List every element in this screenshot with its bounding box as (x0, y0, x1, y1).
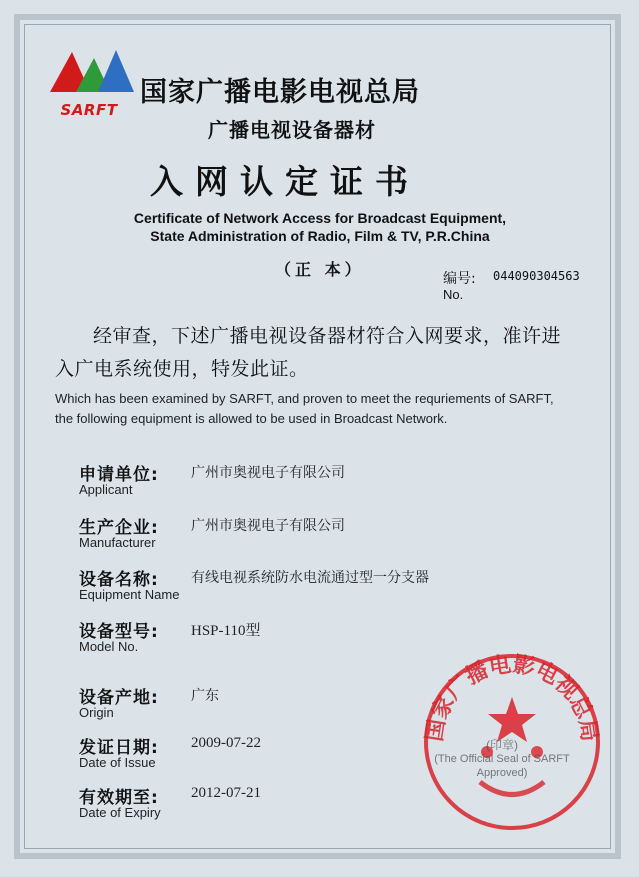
field-value: 广州市奥视电子有限公司 (191, 518, 345, 534)
body-text-en-line2: the following equipment is allowed to be used in Broadcast Network. (55, 411, 448, 426)
original-copy-label: （正 本） (275, 260, 365, 279)
field-label-cn: 设备型号: (79, 622, 159, 642)
seal-ring-text: 国家广播电影电视总局 (422, 652, 602, 744)
field-value: 2012-07-21 (191, 785, 261, 801)
body-text-cn-line2: 入广电系统使用，特发此证。 (55, 358, 309, 380)
field-label-cn: 有效期至: (79, 788, 159, 808)
org-title: 国家广播电影电视总局 (140, 77, 420, 108)
certificate-title: 入网认定证书 (150, 162, 420, 201)
field-label-en: Date of Issue (79, 755, 156, 770)
body-text-en-line1: Which has been examined by SARFT, and proven to meet the requriements of SARFT, (55, 391, 554, 406)
field-value: 2009-07-22 (191, 735, 261, 751)
field-label-en: Origin (79, 705, 114, 720)
body-text-cn-line1: 经审查，下述广播电视设备器材符合入网要求，准许进 (93, 325, 562, 347)
seal-caption-en-line2: Approved) (476, 767, 528, 779)
certificate-title-en-line1: Certificate of Network Access for Broadcast Equipment, (133, 210, 507, 226)
body-text-en (55, 389, 605, 429)
serial-number: 044090304563 (493, 269, 580, 283)
serial-label-en: No. (443, 287, 464, 302)
field-label-cn: 设备名称: (79, 570, 159, 590)
certificate-title-en (105, 209, 535, 245)
field-label-en: Equipment Name (79, 587, 180, 602)
body-text-cn (55, 320, 595, 386)
field-value: 广州市奥视电子有限公司 (191, 465, 345, 481)
subtitle: 广播电视设备器材 (208, 118, 376, 142)
field-label-cn: 设备产地: (79, 688, 159, 708)
field-label-en: Model No. (79, 639, 139, 654)
field-value: 有线电视系统防水电流通过型一分支器 (191, 570, 429, 586)
seal-caption-en-line1: (The Official Seal of SARFT (434, 753, 570, 765)
field-value: HSP-110型 (191, 623, 261, 639)
field-value: 广东 (191, 688, 219, 704)
seal-caption-cn: (印章) (486, 738, 518, 752)
field-label-en: Applicant (79, 482, 133, 497)
field-label-cn: 发证日期: (79, 738, 159, 758)
field-label-en: Date of Expiry (79, 805, 161, 820)
field-label-en: Manufacturer (79, 535, 156, 550)
logo-text: SARFT (60, 101, 118, 119)
field-label-cn: 申请单位: (79, 465, 159, 485)
official-seal-icon (412, 642, 612, 832)
serial-label: 编号: (443, 271, 476, 287)
seal-caption (382, 738, 622, 780)
certificate-title-en-line2: State Administration of Radio, Film & TV, P.R.China (150, 228, 490, 244)
field-label-cn: 生产企业: (79, 518, 159, 538)
